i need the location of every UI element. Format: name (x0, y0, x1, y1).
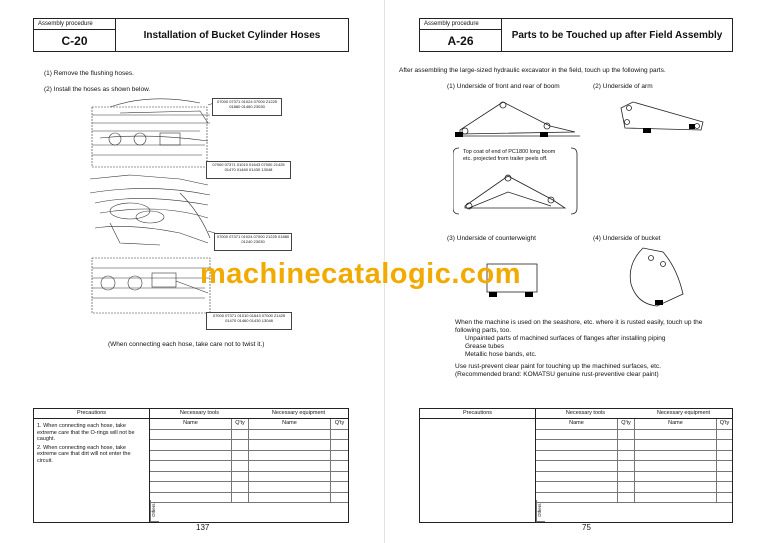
item-2-label: (2) Underside of arm (593, 83, 653, 90)
step-1: (1) Remove the flushing hoses. (44, 70, 134, 77)
necessary-tools-header: Necessary tools (179, 410, 220, 416)
part-label-2: 07000 07371 01010 01643 07000 21425 01470 01460 01430 13048 (206, 161, 291, 179)
table-row (536, 461, 732, 472)
table-row (150, 451, 348, 462)
right-requirements-table (419, 408, 733, 523)
qty-col-header: Q'ty (618, 419, 635, 429)
part-label-1: 07000 07371 01024 07000 21225 01880 01460 23030 (212, 98, 282, 116)
item-1-label: (1) Underside of front and rear of boom (447, 83, 560, 90)
table-header (150, 409, 348, 419)
name-col-header: Name (635, 419, 717, 429)
qty-col-header: Q'ty (719, 420, 730, 426)
rust-note-line-1: Use rust-prevent clear paint for touching up the machined surfaces, etc. (455, 363, 661, 370)
intro-text: After assembling the large-sized hydraulic excavator in the field, touch up the following parts. (399, 67, 666, 74)
precautions-column (34, 409, 150, 522)
header-label: Assembly procedure (420, 19, 501, 30)
others-label: Others (536, 500, 545, 522)
table-row (536, 419, 732, 430)
table-row (536, 430, 732, 441)
precaution-item: 1. When connecting each hose, take extreme care that the O-rings will not be caught. (37, 423, 135, 442)
boom-underside-drawing (455, 96, 585, 146)
bucket-drawing (623, 244, 693, 314)
page-number: 75 (582, 523, 591, 532)
rust-note-line-2: (Recommended brand: KOMATSU genuine rust-preventive clear paint) (455, 371, 659, 378)
hose-installation-drawing (90, 93, 350, 343)
tools-grid (536, 419, 732, 522)
name-col-header: Name (536, 419, 618, 429)
precautions-title: Precautions (420, 409, 535, 419)
page-number: 137 (196, 523, 210, 532)
table-row (536, 493, 732, 504)
table-row (150, 493, 348, 504)
seashore-note-line-5: Metallic hose bands, etc. (465, 351, 537, 358)
table-row (536, 472, 732, 483)
seashore-note-line-1: When the machine is used on the seashore, etc. where it is rusted easily, touch up the (455, 319, 703, 326)
boom-note-line-1: Top coat of end of PC1800 long boom (463, 149, 556, 155)
precautions-column (420, 409, 536, 522)
qty-col-header: Q'ty (334, 420, 345, 426)
table-row (150, 430, 348, 441)
table-row (150, 472, 348, 483)
part-label-4: 07000 07371 01010 01643 07000 21425 01470 01460 01430 13048 (206, 312, 292, 330)
part-label-3: 07000 07371 01024 07000 21225 01880 01240 23030 (214, 233, 292, 251)
table-row (150, 461, 348, 472)
necessary-tools-header: Necessary tools (565, 410, 606, 416)
procedure-code: A-26 (447, 34, 474, 48)
step-2: (2) Install the hoses as shown below. (44, 86, 151, 93)
drawing-caption: (When connecting each hose, take care not to twist it.) (108, 341, 265, 348)
header-label: Assembly procedure (34, 19, 115, 30)
table-row (536, 440, 732, 451)
seashore-note-line-2: following parts, too. (455, 327, 512, 334)
page-title: Parts to be Touched up after Field Assembly (511, 29, 723, 41)
seashore-note-line-3: Unpainted parts of machined surfaces of flanges after installing piping (465, 335, 666, 342)
table-row (536, 482, 732, 493)
watermark-text: machinecatalogic.com (200, 258, 522, 290)
others-label: Others (150, 500, 159, 522)
necessary-equipment-header: Necessary equipment (656, 410, 711, 416)
left-header (33, 18, 349, 52)
table-row (536, 451, 732, 462)
table-row (150, 440, 348, 451)
necessary-equipment-header: Necessary equipment (271, 410, 326, 416)
right-header (419, 18, 733, 52)
arm-underside-drawing (613, 98, 713, 138)
procedure-code-box (420, 19, 502, 51)
name-col-header: Name (150, 419, 232, 429)
item-4-label: (4) Underside of bucket (593, 235, 661, 242)
table-header (536, 409, 732, 419)
page-title: Installation of Bucket Cylinder Hoses (143, 29, 321, 41)
seashore-note-line-4: Grease tubes (465, 343, 505, 350)
precaution-item: 2. When connecting each hose, take extreme care that dirt will not enter the circuit. (37, 444, 131, 464)
precautions-title: Precautions (34, 409, 149, 419)
procedure-code: C-20 (61, 34, 88, 48)
item-3-label: (3) Underside of counterweight (447, 235, 536, 242)
qty-col-header: Q'ty (232, 419, 249, 429)
name-col-header: Name (249, 419, 331, 429)
precautions-list (37, 423, 147, 466)
table-row (150, 482, 348, 493)
table-row (150, 419, 348, 430)
boom-note-line-2: etc. projected from trailer peels off. (463, 156, 548, 162)
left-requirements-table (33, 408, 349, 523)
tools-grid (150, 419, 348, 522)
procedure-code-box (34, 19, 116, 51)
